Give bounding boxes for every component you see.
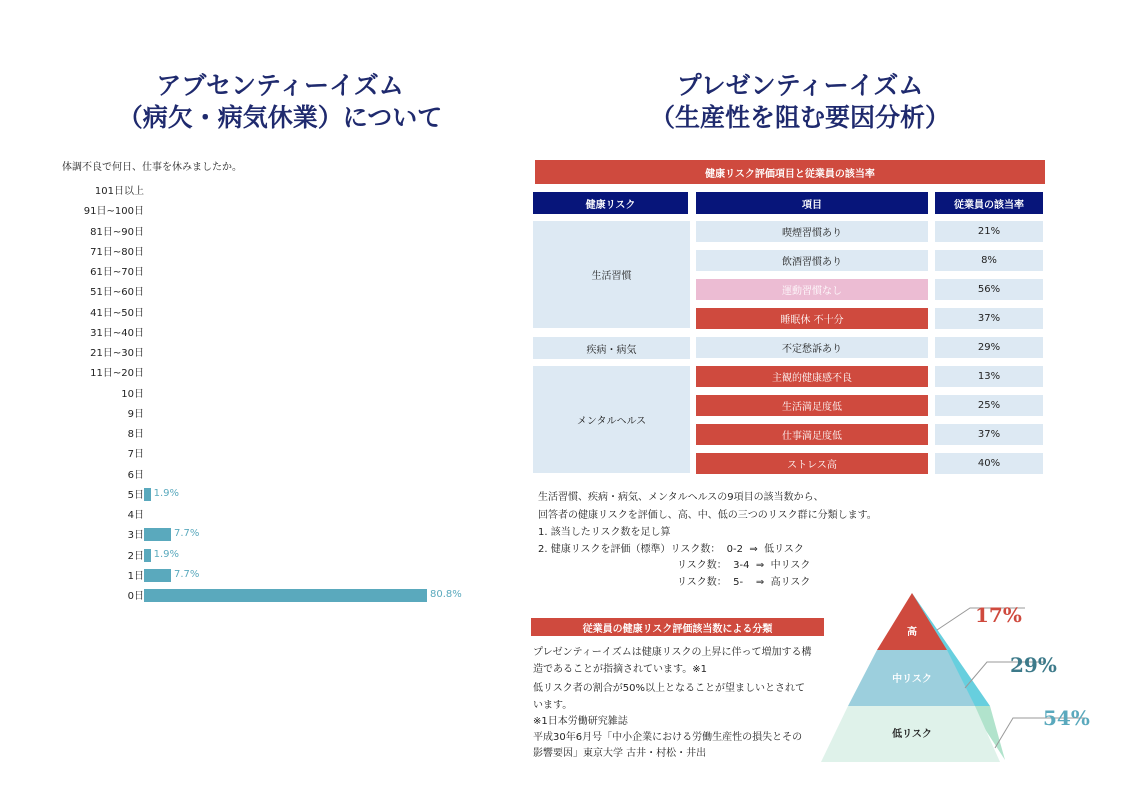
- y-tick-label: 5日: [127, 489, 144, 501]
- y-tick-label: 8日: [127, 429, 144, 440]
- absence-days-bar-chart: [0, 182, 520, 602]
- chart-row: [0, 466, 144, 486]
- chart-row: [0, 547, 144, 567]
- risk-item-rate: 25%: [935, 395, 1043, 416]
- data-label: 80.8%: [430, 589, 462, 600]
- bar: [144, 589, 427, 602]
- header-health-risk: 健康リスク: [533, 192, 688, 214]
- pyramid-low-label: 低リスク: [892, 729, 932, 740]
- survey-question: 体調不良で何日、仕事を休みましたか。: [62, 162, 242, 173]
- y-tick-label: 0日: [127, 591, 144, 602]
- chart-row: [0, 223, 144, 243]
- data-label: 7.7%: [173, 528, 200, 540]
- body-line-3: 低リスク者の割合が50%以上となることが望ましいとされて: [533, 683, 806, 694]
- risk-item-rate: 13%: [935, 366, 1043, 387]
- group-illness: 疾病・病気: [533, 337, 690, 359]
- y-tick-label: 81日~90日: [90, 226, 144, 238]
- chart-row: [0, 526, 144, 546]
- risk-item-label: 不定愁訴あり: [696, 337, 928, 358]
- body-line-1: プレゼンティーイズムは健康リスクの上昇に伴って増加する構: [533, 647, 812, 658]
- chart-row: [0, 182, 144, 202]
- chart-row: [0, 304, 144, 324]
- chart-row: [0, 344, 144, 364]
- chart-row: [0, 202, 144, 222]
- chart-row: [0, 445, 144, 465]
- y-tick-label: 9日: [127, 408, 144, 420]
- high-risk-percent: 17%: [975, 603, 1022, 627]
- y-tick-label: 41日~50日: [90, 307, 144, 319]
- y-tick-label: 61日~70日: [90, 267, 144, 278]
- low-risk-percent: 54%: [1043, 706, 1090, 730]
- explain-line-6: リスク数： 5- ⇒ 高リスク: [677, 577, 811, 588]
- body-line-5: ※1日本労働研究雑誌: [533, 716, 628, 727]
- risk-item-rate: 8%: [935, 250, 1043, 271]
- bar: [144, 488, 151, 501]
- chart-row: [0, 364, 144, 384]
- absenteeism-title-line2: （病欠・病気休業）について: [117, 103, 443, 132]
- chart-row: [0, 567, 144, 587]
- risk-item-rate: 29%: [935, 337, 1043, 358]
- presenteeism-title: [560, 70, 1040, 134]
- risk-item-rate: 21%: [935, 221, 1043, 242]
- y-tick-label: 6日: [127, 469, 144, 481]
- explain-line-2: 回答者の健康リスクを評価し、高、中、低の三つのリスク群に分類します。: [538, 510, 877, 521]
- risk-item-label: 生活満足度低: [696, 395, 928, 416]
- y-tick-label: 11日~20日: [90, 368, 144, 380]
- y-tick-label: 101日以上: [94, 186, 144, 197]
- chart-row: [0, 587, 144, 607]
- presenteeism-title-line2: （生産性を阻む要因分析）: [649, 103, 950, 132]
- y-tick-label: 1日: [127, 570, 144, 582]
- risk-item-label: 運動習慣なし: [696, 279, 928, 300]
- explain-line-1: 生活習慣、疾病・病気、メンタルヘルスの9項目の該当数から、: [538, 492, 824, 503]
- body-line-6: 平成30年6月号「中小企業における労働生産性の損失とその: [533, 732, 803, 743]
- header-item: 項目: [696, 192, 928, 214]
- bar: [144, 549, 151, 562]
- pyramid-high: [877, 593, 947, 650]
- chart-row: [0, 243, 144, 263]
- explain-line-3: 1. 該当したリスク数を足し算: [538, 527, 671, 538]
- y-tick-label: 3日: [127, 530, 144, 542]
- chart-row: [0, 405, 144, 425]
- risk-pyramid: [815, 590, 1115, 775]
- classification-title: 従業員の健康リスク評価該当数による分類: [531, 618, 824, 636]
- risk-item-rate: 56%: [935, 279, 1043, 300]
- y-tick-label: 31日~40日: [90, 327, 144, 339]
- body-line-2: 造であることが指摘されています。※1: [533, 664, 707, 675]
- mid-risk-percent: 29%: [1010, 653, 1057, 677]
- risk-table-title: 健康リスク評価項目と従業員の該当率: [535, 160, 1045, 184]
- y-tick-label: 71日~80日: [90, 246, 144, 258]
- risk-item-rate: 37%: [935, 308, 1043, 329]
- chart-row: [0, 425, 144, 445]
- y-tick-label: 2日: [127, 550, 144, 562]
- risk-item-label: ストレス高: [696, 453, 928, 474]
- absenteeism-title-line1: アブセンティーイズム: [156, 71, 404, 100]
- bar: [144, 569, 171, 582]
- presenteeism-title-line1: プレゼンティーイズム: [676, 71, 924, 100]
- bar: [144, 528, 171, 541]
- body-line-4: います。: [533, 700, 573, 711]
- y-tick-label: 10日: [121, 388, 144, 400]
- risk-item-label: 飲酒習慣あり: [696, 250, 928, 271]
- chart-row: [0, 283, 144, 303]
- y-tick-label: 4日: [127, 510, 144, 521]
- y-tick-label: 7日: [127, 449, 144, 461]
- data-label: 1.9%: [153, 487, 180, 499]
- body-line-7: 影響要因」東京大学 古井・村松・井出: [533, 748, 707, 759]
- absenteeism-title: [60, 70, 500, 134]
- risk-item-rate: 37%: [935, 424, 1043, 445]
- risk-item-label: 喫煙習慣あり: [696, 221, 928, 242]
- chart-row: [0, 324, 144, 344]
- data-label: 7.7%: [173, 568, 200, 580]
- risk-item-rate: 40%: [935, 453, 1043, 474]
- header-rate: 従業員の該当率: [935, 192, 1043, 214]
- data-label: 1.9%: [153, 548, 180, 560]
- chart-row: [0, 263, 144, 283]
- group-mental-health: メンタルヘルス: [533, 366, 690, 473]
- y-tick-label: 21日~30日: [90, 348, 144, 359]
- risk-item-label: 睡眠休 不十分: [696, 308, 928, 329]
- explain-line-5: リスク数： 3-4 ⇒ 中リスク: [677, 560, 811, 571]
- chart-row: [0, 506, 144, 526]
- y-tick-label: 91日~100日: [83, 206, 144, 218]
- pyramid-high-label: 高: [907, 627, 917, 638]
- group-lifestyle: 生活習慣: [533, 221, 690, 328]
- y-tick-label: 51日~60日: [90, 287, 144, 299]
- explain-line-4: 2. 健康リスクを評価（標準）リスク数： 0-2 ⇒ 低リスク: [538, 544, 804, 555]
- chart-row: [0, 486, 144, 506]
- risk-item-label: 主観的健康感不良: [696, 366, 928, 387]
- risk-item-label: 仕事満足度低: [696, 424, 928, 445]
- chart-row: [0, 385, 144, 405]
- pyramid-mid-label: 中リスク: [892, 674, 932, 685]
